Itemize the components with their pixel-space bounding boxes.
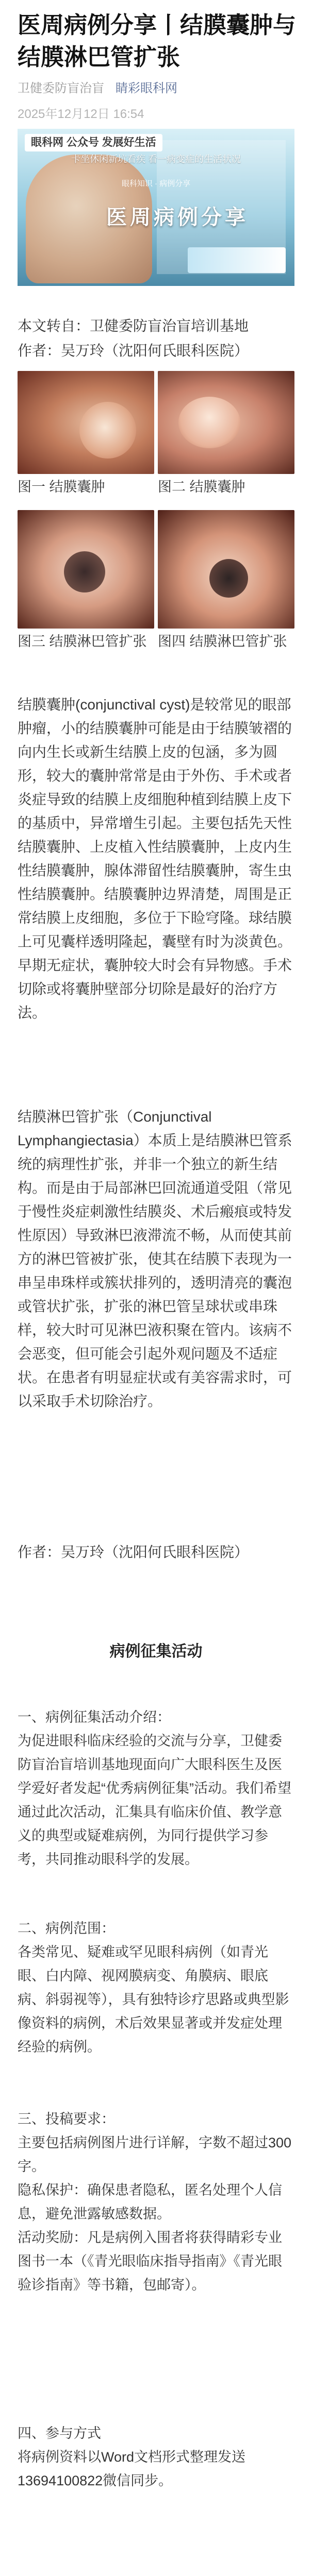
- author-line: 作者：吴万玲（沈阳何氏眼科医院）: [18, 343, 249, 359]
- activity-s3-body: 主要包括病例图片进行详解，字数不超过300字。 隐私保护：确保患者隐私，匿名处理个人信息，避免泄露敏感数据。 活动奖励：凡是病例入围者将获得睛彩专业图书一本（《青光眼临床指导指南》《青光眼验诊指南》等书籍，包邮寄）。: [18, 2135, 292, 2293]
- figure-1-caption: 图一 结膜囊肿: [18, 479, 105, 495]
- author-name: 卫健委防盲治盲: [18, 81, 104, 95]
- cyst-bulge-shape-2: [178, 397, 240, 448]
- banner-instrument-graphic: [188, 247, 286, 273]
- activity-s3-title: 三、投稿要求：: [18, 2111, 115, 2127]
- article-title: 医周病例分享丨结膜囊肿与结膜淋巴管扩张: [18, 12, 297, 70]
- figure-4-image: [158, 510, 294, 629]
- account-link[interactable]: 睛彩眼科网: [116, 81, 177, 95]
- banner-badge: 眼科网 公众号 发展好生活: [25, 134, 162, 151]
- figure-2-image: [158, 371, 294, 474]
- banner-subtitle: 卡坐休闲新坑看疾 看一病变症的生活状况: [71, 154, 241, 164]
- figure-3-caption: 图三 结膜淋巴管扩张: [18, 634, 147, 649]
- figure-3-image: [18, 510, 154, 629]
- article-meta: [18, 80, 177, 97]
- source-line: 本文转自：卫健委防盲治盲培训基地: [18, 318, 249, 334]
- publish-time: 2025年12月12日 16:54: [18, 107, 144, 121]
- activity-s2-body: 各类常见、疑难或罕见眼科病例（如青光眼、白内障、视网膜病变、角膜病、眼底病、斜弱视等），具有独特诊疗思路或典型影像资料的病例，术后效果显著或并发症处理经验的病例。: [18, 1944, 289, 2055]
- activity-s2-title: 二、病例范围：: [18, 1921, 115, 1936]
- iris-shape-2: [209, 559, 248, 598]
- activity-heading: 病例征集活动: [109, 1643, 203, 1660]
- activity-s1-title: 一、病例征集活动介绍：: [18, 1709, 171, 1725]
- banner-subtitle-2: 眼科知识 · 病例分享: [121, 179, 191, 188]
- banner-main-text: 医周病例分享: [106, 206, 249, 229]
- iris-shape: [64, 551, 105, 592]
- header-banner: [18, 129, 294, 286]
- activity-s4-title: 四、参与方式: [18, 2426, 101, 2441]
- cyst-bulge-shape: [79, 402, 136, 459]
- activity-s4-body: 将病例资料以Word文档形式整理发送13694100822微信同步。: [18, 2449, 246, 2488]
- figure-2-caption: 图二 结膜囊肿: [158, 479, 245, 495]
- figure-1-image: [18, 371, 154, 474]
- activity-s1-body: 为促进眼科临床经验的交流与分享，卫健委防盲治盲培训基地现面向广大眼科医生及医学爱好者发起“优秀病例征集”活动。我们希望通过此次活动，汇集具有临床价值、教学意义的典型或疑难病例，为同行提供学习参考，共同推动眼科学的发展。: [18, 1733, 291, 1867]
- author-line-2: 作者：吴万玲（沈阳何氏眼科医院）: [18, 1544, 249, 1560]
- figure-4-caption: 图四 结膜淋巴管扩张: [158, 634, 287, 649]
- cyst-paragraph: 结膜囊肿(conjunctival cyst)是较常见的眼部肿瘤，小的结膜囊肿可能是由于结膜皱褶的向内生长或新生结膜上皮的包涵，多为圆形，较大的囊肿常常是由于外伤、手术或者炎症导致的结膜上皮细胞种植到结膜上皮下的基质中，异常增生引起。主要包括先天性结膜囊肿、上皮植入性结膜囊肿，上皮内生性结膜囊肿，腺体滞留性结膜囊肿，寄生虫性结膜囊肿。结膜囊肿边界清楚，周围是正常结膜上皮细胞，多位于下睑穹隆。球结膜上可见囊样透明隆起，囊壁有时为淡黄色。早期无症状，囊肿较大时会有异物感。手术切除或将囊肿壁部分切除是最好的治疗方法。: [18, 697, 292, 1021]
- lymph-paragraph: 结膜淋巴管扩张（Conjunctival Lymphangiectasia）本质上是结膜淋巴管系统的病理性扩张，并非一个独立的新生结构。而是由于局部淋巴回流通道受阻（常见于慢性炎症刺激性结膜炎、术后瘢痕或特发性原因）导致淋巴液滞流不畅，从而使其前方的淋巴管被扩张，使其在结膜下表现为一串呈串珠样或簇状排列的，透明清亮的囊泡或管状扩张，扩张的淋巴管呈球状或串珠样，较大时可见淋巴液积聚在管内。该病不会恶变，但可能会引起外观问题及不适症状。在患者有明显症状或有美容需求时，可以采取手术切除治疗。: [18, 1109, 292, 1409]
